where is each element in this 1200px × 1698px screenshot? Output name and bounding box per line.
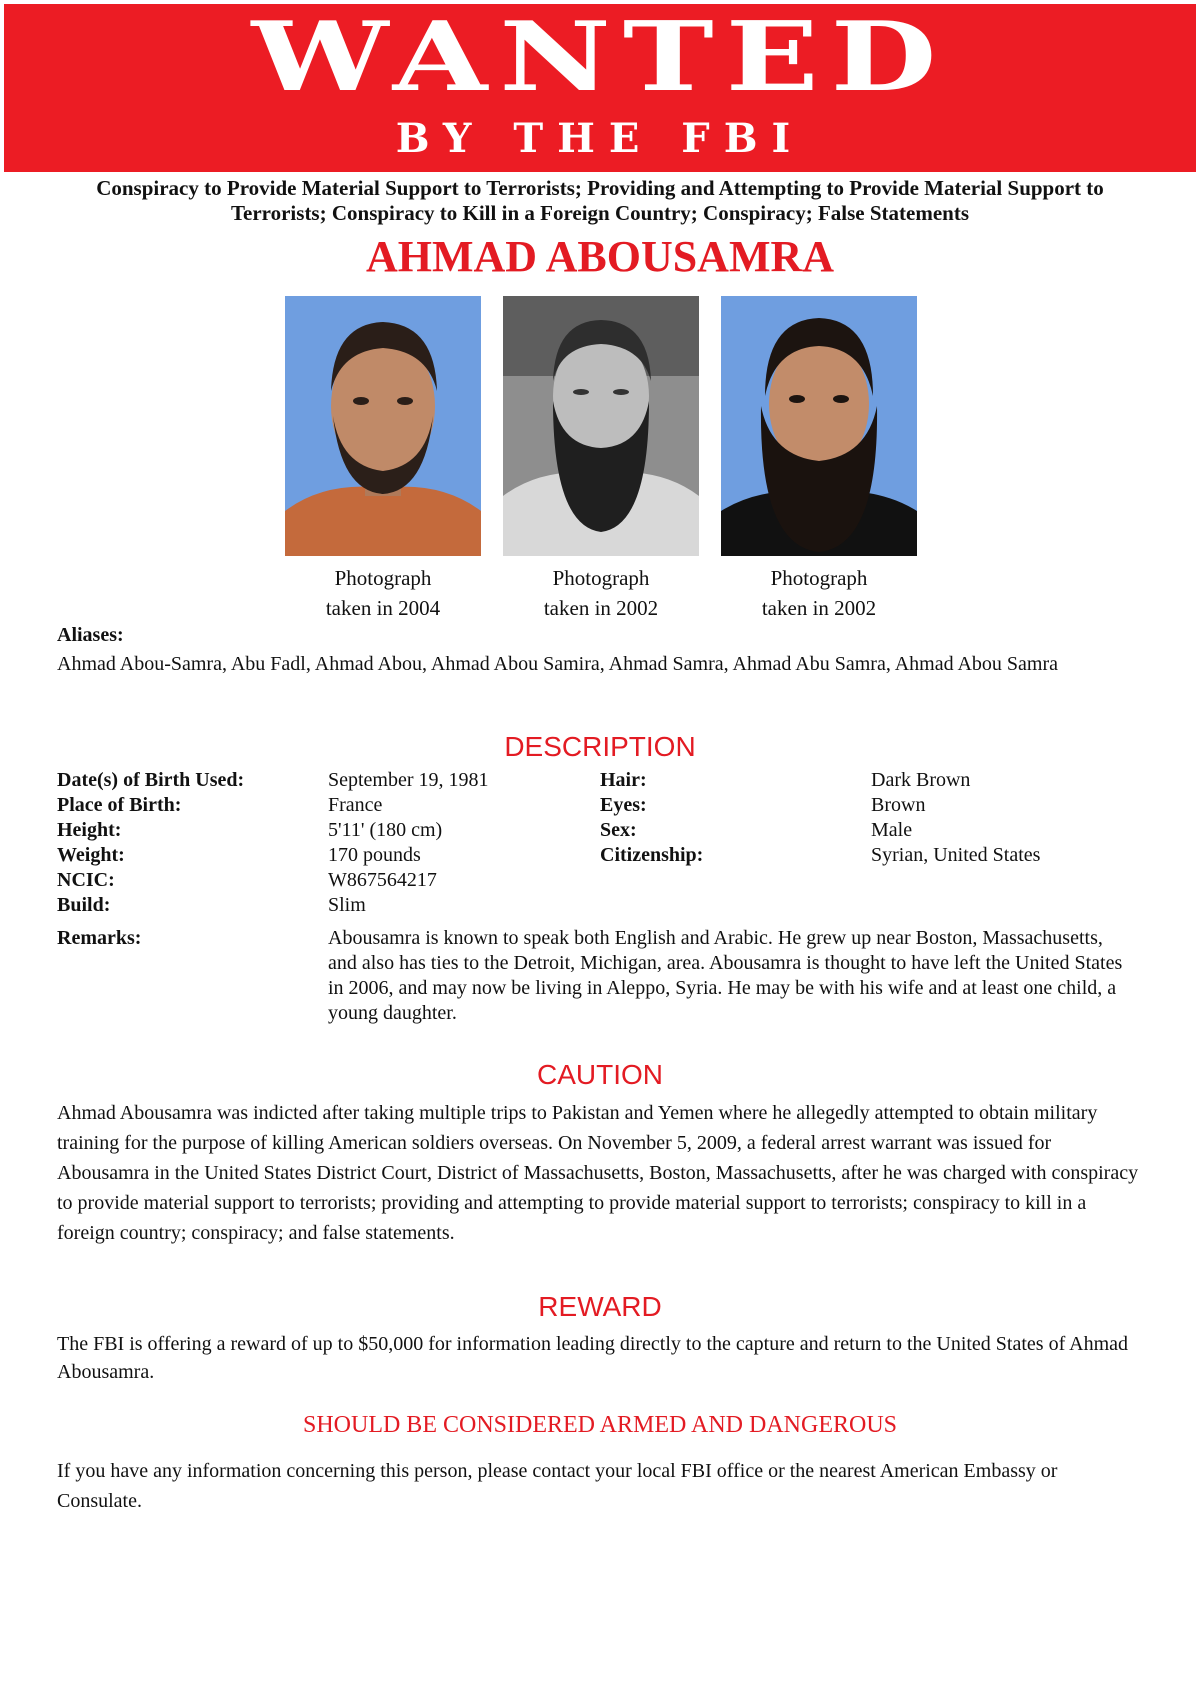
portrait-photo-1 (285, 296, 481, 556)
photo-2004 (285, 296, 481, 556)
ncic-value: W867564217 (328, 869, 437, 891)
reward-text: The FBI is offering a reward of up to $50,000 for information leading directly to the capture and return to the United States of Ahmad Abousamra. (57, 1333, 1129, 1383)
build-value: Slim (328, 894, 366, 916)
caption-year: taken in 2002 (761, 596, 877, 620)
dob-value: September 19, 1981 (328, 769, 489, 791)
portrait-photo-3 (721, 296, 917, 556)
birthplace-label: Place of Birth: (57, 794, 182, 816)
eyes-value: Brown (871, 794, 926, 816)
banner-subtitle: BY THE FBI (395, 115, 805, 162)
weight-value: 170 pounds (328, 844, 421, 866)
caption-line: Photograph (552, 566, 650, 590)
description-heading: DESCRIPTION (504, 731, 696, 762)
height-value: 5'11' (180 cm) (328, 819, 443, 841)
photo-2002-a (503, 296, 699, 556)
build-label: Build: (57, 894, 111, 916)
aliases-label: Aliases: (57, 624, 124, 646)
eyes-label: Eyes: (600, 794, 647, 816)
birthplace-value: France (328, 794, 383, 816)
weight-label: Weight: (57, 844, 125, 866)
caution-text: Ahmad Abousamra was indicted after taking multiple trips to Pakistan and Yemen where he allegedly attempted to obtain military training for the purpose of killing American soldiers overseas. On November 5, 2009, a federal arrest warrant was issued for Abousamra in the United States District Court, District of Massachusetts, Boston, Massachusetts, after he was charged with conspiracy to provide material support to terrorists; providing and attempting to provide material support to terrorists; conspiracy to kill in a foreign country; conspiracy; and false statements. (57, 1102, 1139, 1244)
portrait-photo-2 (503, 296, 699, 556)
aliases-text: Ahmad Abou-Samra, Abu Fadl, Ahmad Abou, Ahmad Abou Samira, Ahmad Samra, Ahmad Abu Samra, Ahmad Abou Samra (57, 653, 1059, 675)
reward-heading: REWARD (538, 1291, 662, 1322)
caption-year: taken in 2002 (543, 596, 659, 620)
armed-dangerous-warning: SHOULD BE CONSIDERED ARMED AND DANGEROUS (302, 1412, 898, 1438)
citizenship-label: Citizenship: (600, 844, 704, 866)
hair-label: Hair: (600, 769, 647, 791)
caption-line: Photograph (334, 566, 432, 590)
photo-2002-b (721, 296, 917, 556)
caption-year: taken in 2004 (325, 596, 441, 620)
dob-label: Date(s) of Birth Used: (57, 769, 245, 791)
subject-name: AHMAD ABOUSAMRA (365, 232, 835, 281)
sex-value: Male (871, 819, 913, 841)
citizenship-value: Syrian, United States (871, 844, 1041, 866)
height-label: Height: (57, 819, 122, 841)
caption-line: Photograph (770, 566, 868, 590)
remarks-label: Remarks: (57, 927, 142, 949)
sex-label: Sex: (600, 819, 637, 841)
contact-text: If you have any information concerning this person, please contact your local FBI office or the nearest American Embassy or Consulate. (57, 1460, 1058, 1512)
charges-text: Conspiracy to Provide Material Support to Terrorists; Providing and Attempting to Provide Material Support to Terrorists; Conspiracy to Kill in a Foreign Country; Conspiracy; False Statements (96, 176, 1104, 225)
remarks-text: Abousamra is known to speak both English and Arabic. He grew up near Boston, Massachusetts, and also has ties to the Detroit, Michigan, area. Abousamra is thought to have left the United States in 2006, and may now be living in Aleppo, Syria. He may be with his wife and at least one child, a young daughter. (328, 927, 1123, 1024)
hair-value: Dark Brown (871, 769, 971, 791)
wanted-banner (4, 0, 1196, 172)
banner-title: WANTED (251, 0, 949, 113)
photo-caption-1 (263, 563, 503, 623)
ncic-label: NCIC: (57, 869, 115, 891)
photo-caption-3 (699, 563, 939, 623)
photo-caption-2 (481, 563, 721, 623)
caution-heading: CAUTION (537, 1059, 663, 1090)
